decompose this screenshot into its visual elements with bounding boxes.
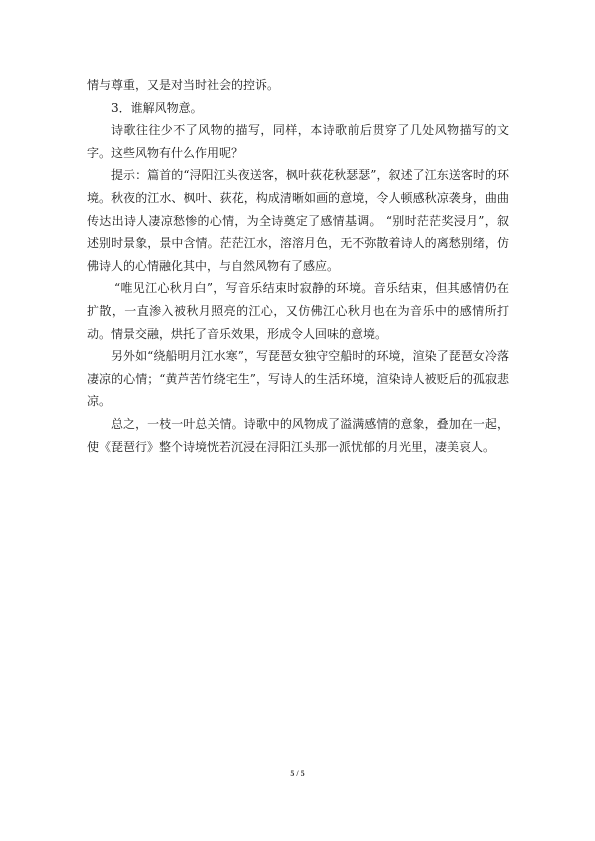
section-heading: 3．谁解风物意。: [111, 100, 203, 115]
document-body: [87, 74, 509, 458]
paragraph-other-scenes: 另外如“绕船明月江水寒”，写琵琶女独守空船时的环境，渲染了琵琶女冷落凄凉的心情；“黄芦苦竹绕宅生”，写诗人的生活环境，渲染诗人被贬后的孤寂悲凉。: [87, 349, 509, 409]
paragraph-question: 诗歌往往少不了风物的描写，同样，本诗歌前后贯穿了几处风物描写的文字。这些风物有什么作用呢？: [87, 123, 509, 160]
paragraph-river-moon: “唯见江心秋月白”，写音乐结束时寂静的环境。音乐结束，但其感情仍在扩散，一直渗入被秋月照亮的江心，又仿佛江心秋月也在为音乐中的感情所打动。情景交融，烘托了音乐效果，形成令人回味的意境。: [87, 281, 509, 341]
paragraph-continuation: 情与尊重，又是对当时社会的控诉。: [87, 78, 280, 92]
page-number: 5 / 5: [290, 769, 305, 778]
paragraph-summary: 总之，一枝一叶总关情。诗歌中的风物成了溢满感情的意象，叠加在一起，使《琵琶行》整个诗境恍若沉浸在浔阳江头那一派忧郁的月光里，凄美哀人。: [87, 416, 509, 454]
paragraph-hint: 提示：篇首的“浔阳江头夜送客，枫叶荻花秋瑟瑟”，叙述了江东送客时的环境。秋夜的江水、枫叶、荻花，构成清晰如画的意境，令人顿感秋凉袭身，曲曲传达出诗人凄凉愁惨的心情，为全诗奠定了感情基调。 “别时茫茫奖浸月”，叙述别时景象，景中含情。茫茫江水，溶溶月色，无不弥散着诗人的离愁别绪，仿佛诗人的心情融化其中，与自然风物有了感应。: [87, 168, 509, 273]
